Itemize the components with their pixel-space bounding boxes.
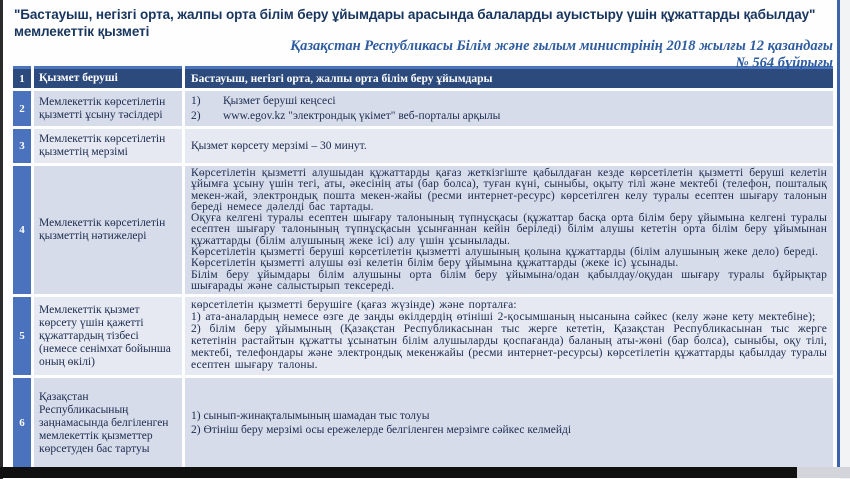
- window-left-border: [0, 0, 3, 479]
- list-item: [191, 109, 827, 124]
- row-paragraph: 1) сынып-жинақталымының шамадан тыс толуы: [191, 409, 430, 422]
- list-item: [191, 94, 827, 109]
- table-row: [13, 91, 833, 126]
- header-content: Бастауыш, негізгі орта, жалпы орта білім беру ұйымдары: [185, 66, 833, 88]
- row-label: Қазақстан Республикасының заңнамасында белгіленген мемлекеттік қызметтер көрсетуден бас тартуы: [34, 378, 182, 468]
- table-row: [13, 378, 833, 468]
- row-paragraph: Көрсетілетін қызметті беруші көрсетілетін қызметті алушының қолына құжаттарды (білім алушының жеке дело) береді.: [191, 246, 819, 259]
- row-label: Мемлекеттік қызмет көрсету үшін қажетті құжаттардың тізбесі (немесе сенімхат бойынша оның өкілі): [34, 297, 182, 375]
- header-label: Қызмет беруші: [34, 66, 182, 88]
- row-number: 2: [13, 91, 31, 126]
- table-row: [13, 297, 833, 375]
- right-gutter: [840, 0, 850, 479]
- row-paragraph: 1) ата-аналардың немесе өзге де заңды өкілдердің өтініші 2-қосымшаның нысанына сәйкес (келу және кету мектебіне);: [191, 311, 816, 324]
- row-label: Мемлекеттік көрсетілетін қызметтің нәтижелері: [34, 166, 182, 294]
- row-label: Мемлекеттік көрсетілетін қызметтің мерзімі: [34, 129, 182, 163]
- row-paragraph: Білім беру ұйымдары білім алушыны орта білім беру ұйымына/одан қабылдау/оқудан шығару туралы бұйрықтар шығарады және салыстырып тексереді.: [191, 268, 827, 292]
- row-number: 6: [13, 378, 31, 468]
- page-title: "Бастауыш, негізгі орта, жалпы орта білім беру ұйымдары арасында балаларды ауыстыру үшін құжаттарды қабылдау" мемлекеттік қызметі: [14, 7, 816, 39]
- row-paragraph: Қызмет көрсету мерзімі – 30 минут.: [191, 139, 367, 152]
- list-item-number: 1): [191, 95, 201, 107]
- row-paragraph: Көрсетілетін қызметті алушыдан құжаттарды қағаз жеткізгіште қабылдаған кезде көрсетілетін қызметті беруші келетін ұйымға ұсыну үшін тегі, аты, әкесінің аты (бар болса), туған күні, сыныбы, оқыту тілі және мектебі (телефон, пошталық мекен-жай, электрондық пошта мекен-жайы (ресми интернет-ресурс) көрсетілген келу туралы есептен шығару талонын береді немесе дәлелді бас тартады.: [191, 167, 827, 213]
- row-number: 5: [13, 297, 31, 375]
- row-label: Мемлекеттік көрсетілетін қызметті ұсыну тәсілдері: [34, 91, 182, 126]
- table-row: [13, 129, 833, 163]
- service-table: [13, 66, 833, 468]
- row-number: 3: [13, 129, 31, 163]
- row-content: [185, 166, 833, 294]
- row-content: [185, 91, 833, 126]
- row-number: 4: [13, 166, 31, 294]
- list-item-text: www.egov.kz "электрондық үкімет" веб-порталы арқылы: [223, 109, 501, 122]
- row-paragraph: 2) білім беру ұйымының (Қазақстан Республикасынан тыс жерге кететін, Қазақстан Республикасынан тыс жерге кететінін растайтын құжатты ұсынатын білім алушыларды қоспағанда) баланың аты-жөні (бар болса), сыныбы, оқу тілі, мектебі, телефондары және электрондық мекенжайы (ресми интернет-ресурсы) көрсетілетін құжаттарды қабылдау туралы есептен шығару талоны.: [191, 323, 827, 371]
- header-row-number: 1: [13, 66, 31, 88]
- list-item-text: Қызмет беруші кеңсесі: [223, 95, 336, 107]
- row-content: [185, 378, 833, 468]
- row-paragraph: көрсетілетін қызметті берушіге (қағаз жүзінде) және порталға:: [191, 299, 517, 312]
- row-content: [185, 129, 833, 163]
- table-row: [13, 166, 833, 294]
- row-paragraph: Көрсетілетін қызметті алушы өзі келетін білім беру ұйымына құжаттарды (жеке іс) ұсынады.: [191, 257, 679, 270]
- bottom-bar-right-segment: [797, 467, 850, 478]
- order-reference-line1: Қазақстан Республикасы Білім және ғылым министрінің 2018 жылғы 12 қазандағы: [290, 38, 833, 54]
- list-item-number: 2): [191, 109, 201, 122]
- row-paragraph: 2) Өтініш беру мерзімі осы ережелерде белгіленген мерзімге сәйкес келмейді: [191, 424, 572, 436]
- bottom-bar: [0, 467, 797, 478]
- row-paragraph: Оқуға келгені туралы есептен шығару талонының түпнұсқасы (құжаттар басқа орта білім беру ұйымына келгені туралы есептен шығару талонының түпнұсқасын ұсынғаннан кейін беріледі) білім алушы кететін орта білім беру ұйымынан құжаттарды (білім алушының жеке ісі) алу үшін ұсынылады.: [191, 212, 827, 247]
- row-content: [185, 297, 833, 375]
- order-reference-line2: № 564 бұйрығы: [735, 54, 833, 71]
- right-accent-line: [837, 0, 840, 467]
- order-reference: [133, 38, 833, 71]
